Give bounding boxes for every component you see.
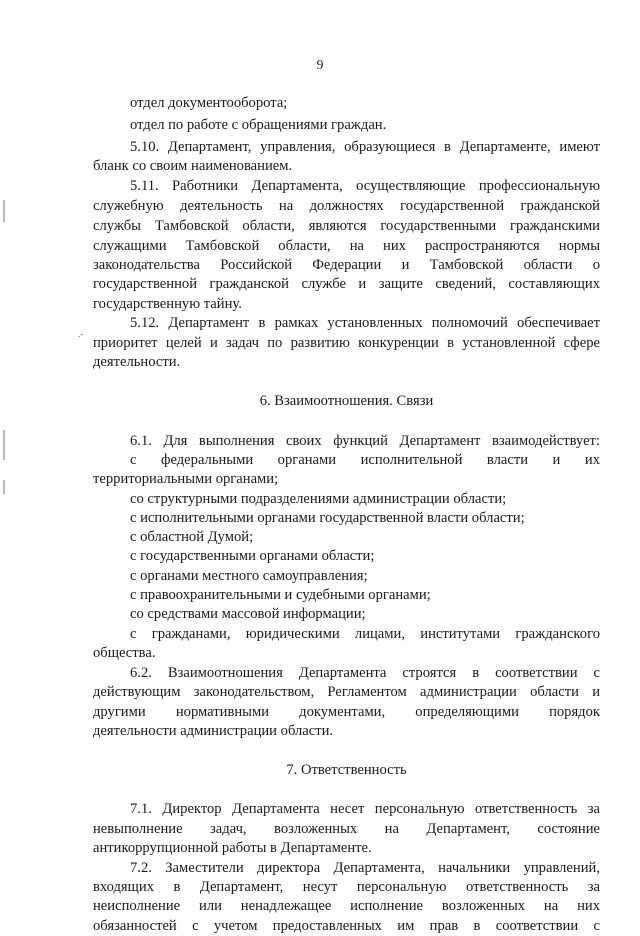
list-item: с государственными органами области; <box>130 548 375 564</box>
list-item: с правоохранительными и судебными органами; <box>130 587 431 603</box>
scan-edge-mark <box>3 200 5 222</box>
text-line: входящих в Департамент, несут персональную ответственность за <box>93 879 600 895</box>
text-line: общества. <box>93 645 156 661</box>
text-line: 5.11. Работники Департамента, осуществляющие профессиональную <box>130 178 600 194</box>
text-line: обязанностей с учетом предоставленных им прав в соответствии с <box>93 918 600 934</box>
page-number: 9 <box>316 57 324 72</box>
text-line: с федеральными органами исполнительной власти и их <box>130 452 600 468</box>
text-line: бланк со своим наименованием. <box>93 158 293 174</box>
page-bottom-clip <box>93 896 600 934</box>
text-line: деятельности. <box>93 354 181 370</box>
text-line: государственную тайну. <box>93 296 242 312</box>
text-line: государственной гражданской службе и защите сведений, составляющих <box>93 276 600 292</box>
list-item: с областной Думой; <box>130 529 254 545</box>
scan-edge-mark <box>3 430 5 460</box>
text-line: деятельности администрации области. <box>93 723 334 739</box>
list-item: со средствами массовой информации; <box>130 606 366 622</box>
text-line: невыполнение задач, возложенных на Департамент, состояние <box>93 821 600 837</box>
text-line: служебную деятельность на должностях государственной гражданской <box>93 198 600 214</box>
scan-edge-mark <box>3 480 5 494</box>
text-line: антикоррупционной работы в Департаменте. <box>93 840 372 856</box>
text-line: 7.1. Директор Департамента несет персональную ответственность за <box>130 801 600 817</box>
text-line: территориальными органами; <box>93 471 279 487</box>
section-heading: 6. Взаимоотношения. Связи <box>259 393 434 409</box>
section-heading: 7. Ответственность <box>286 762 407 778</box>
text-line: действующим законодательством, Регламентом администрации области и <box>93 684 600 700</box>
text-line: 5.10. Департамент, управления, образующиеся в Департаменте, имеют <box>130 139 600 155</box>
text-line: 7.2. Заместители директора Департамента, начальники управлений, <box>130 860 600 876</box>
list-item: со структурными подразделениями администрации области; <box>130 491 507 507</box>
text-line: неисполнение или ненадлежащее исполнение возложенных на них <box>93 898 600 914</box>
margin-mark: .- <box>78 329 84 339</box>
text-line: законодательства Российской Федерации и Тамбовской области о <box>93 257 600 273</box>
text-line: службы Тамбовской области, являются государственными гражданскими <box>93 218 600 234</box>
text-line: другими нормативными документами, определяющими порядок <box>93 704 600 720</box>
text-line: 6.2. Взаимоотношения Департамента строятся в соответствии с <box>130 665 600 681</box>
list-item: с исполнительными органами государственной власти области; <box>130 510 525 526</box>
list-item: с гражданами, юридическими лицами, институтами гражданского <box>130 626 600 642</box>
text-line: 6.1. Для выполнения своих функций Департамент взаимодействует: <box>130 433 600 449</box>
text-line: приоритет целей и задач по развитию конкуренции в установленной сфере <box>93 335 600 351</box>
list-item: с органами местного самоуправления; <box>130 568 368 584</box>
text-line: служащими Тамбовской области, на них распространяются нормы <box>93 238 600 254</box>
text-line: 5.12. Департамент в рамках установленных полномочий обеспечивает <box>130 315 600 331</box>
text-line: отдел документооборота; <box>130 95 288 111</box>
text-line: отдел по работе с обращениями граждан. <box>130 117 387 133</box>
